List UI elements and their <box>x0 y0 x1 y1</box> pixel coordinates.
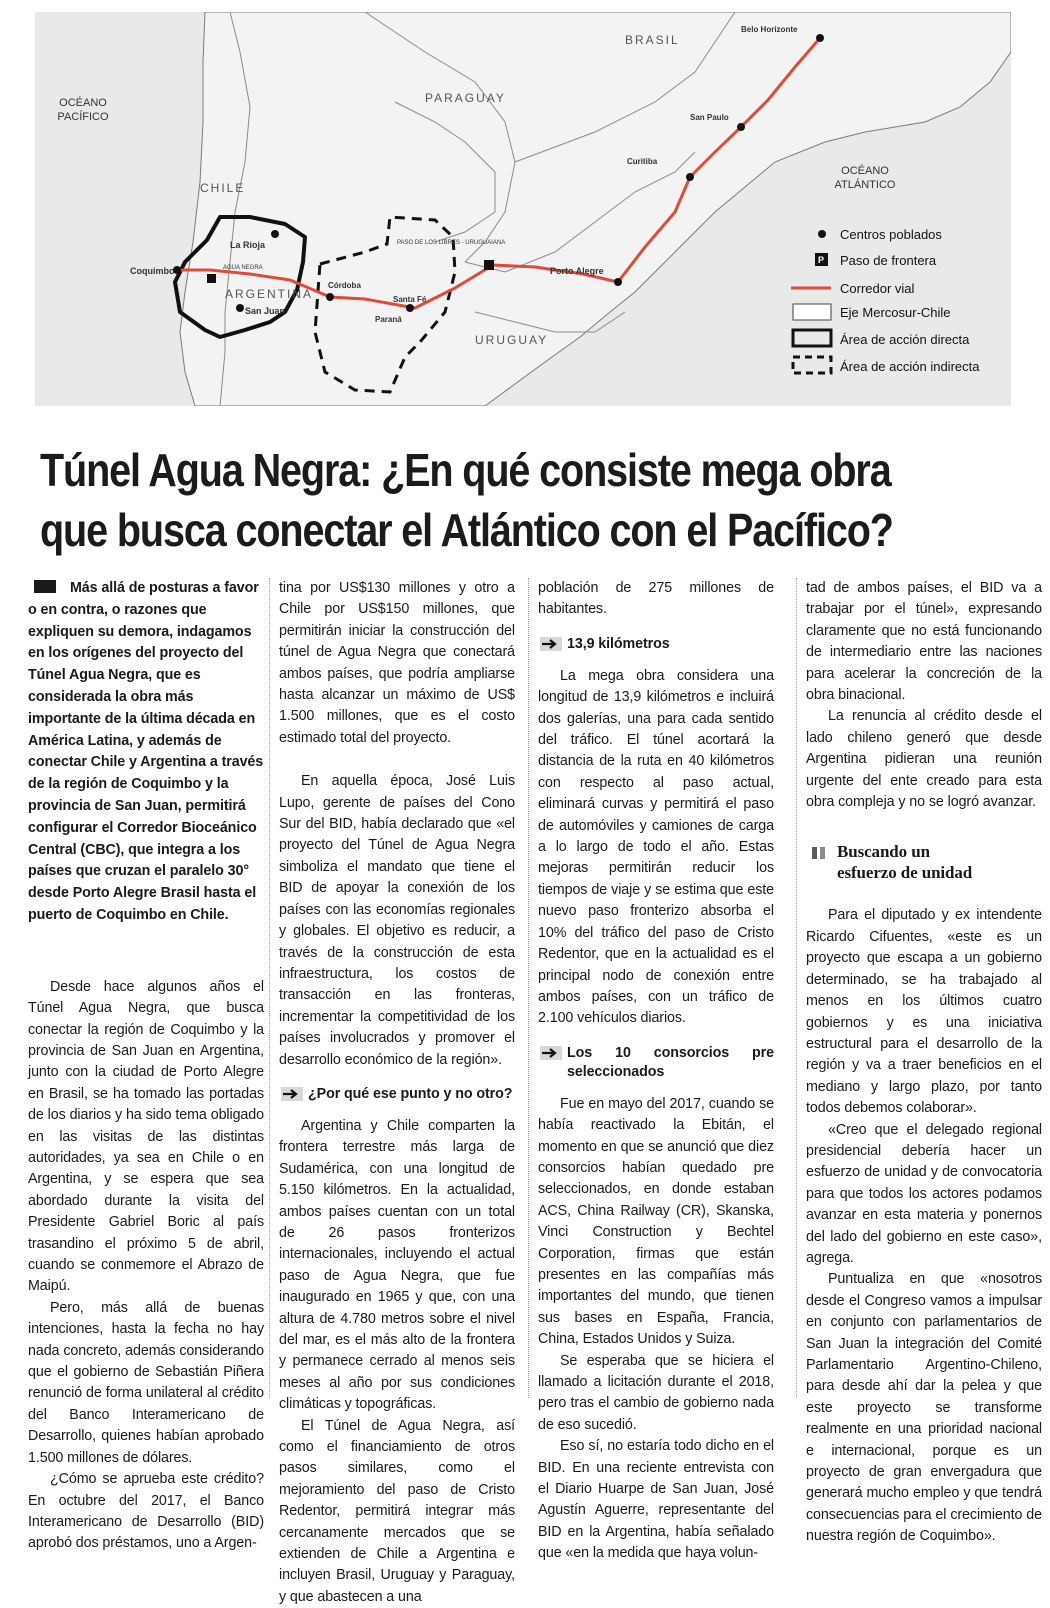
label-parana: Paraná <box>375 315 402 324</box>
column-2 <box>279 578 515 1608</box>
city-dot-san-juan <box>236 304 244 312</box>
city-dot-curitiba <box>686 173 694 181</box>
arrow-right-icon <box>540 1046 562 1060</box>
legend-dot-icon <box>818 230 826 238</box>
border-crossing-agua-negra <box>207 274 216 283</box>
lead-paragraph: Más allá de posturas a favor o en contra, o razones que expliquen su demora, indagamos en los orígenes del proyecto del Túnel Agua Negra, que es considerada la obra más importante de la última década en América Latina, y además de conectar Chile y Argentina a través de la región de Coquimbo y la provincia de San Juan, permitirá configurar el Corredor Bioceánico Central (CBC), que integra a los países que cruzan el paralelo 30° desde Porto Alegre Brasil hasta el puerto de Coquimbo en Chile. <box>28 580 264 923</box>
headline-line-1: Túnel Agua Negra: ¿En qué consiste mega obra <box>40 444 891 496</box>
corridor-map <box>35 12 1011 406</box>
section-bars-icon <box>812 847 825 859</box>
label-santa-fe: Santa Fé <box>393 295 427 304</box>
legend-eje: Eje Mercosur-Chile <box>840 305 951 320</box>
legend-corredor: Corredor vial <box>840 281 915 296</box>
headline-line-2: que busca conectar el Atlántico con el Pacífico? <box>40 504 893 556</box>
city-dot-porto-alegre <box>614 278 622 286</box>
label-san-paulo: San Paulo <box>690 113 729 122</box>
body-paragraph: Fue en mayo del 2017, cuando se había reactivado la Ebitán, el momento en que se anunció que diez consorcios habían quedado pre seleccionados, en donde estaban ACS, China Railway (CR), Skanska, Vinci Construction y Bechtel Corporation, firmas que están presentes en las compañías más importantes del mundo, que tienen sus bases en España, Francia, China, Estados Unidos y Suiza. <box>538 1095 774 1348</box>
border-crossing-paso-libres <box>484 260 494 270</box>
boxed-section-heading <box>806 841 1042 883</box>
legend-centros: Centros poblados <box>840 227 942 242</box>
body-paragraph: Se esperaba que se hiciera el llamado a licitación durante el 2018, pero tras el cambio de gobierno nada de eso sucedió. <box>538 1352 774 1433</box>
body-paragraph: El Túnel de Agua Negra, así como el financiamiento de otros pasos similares, como el mejoramiento del paso de Cristo Redentor, permitirá integrar más cercanamente mercados que se extienden de Chile a Argentina e incluyen Brasil, Uruguay y Paraguay, y que abastecen a una <box>279 1417 515 1605</box>
subheading-por-que: ¿Por qué ese punto y no otro? <box>279 1085 515 1104</box>
body-paragraph: Para el diputado y ex intendente Ricardo Cifuentes, «este es un proyecto que escapa a un gobierno determinado, se ha trabajado al menos en los últimos cuatro gobiernos y es una iniciativa estructural para el desarrollo de la región y va a traer beneficios en el mediano y largo plazo, por tanto todos debemos colaborar». <box>806 907 1042 1117</box>
city-dot-san-paulo <box>737 123 745 131</box>
column-1 <box>28 578 264 1555</box>
body-paragraph: La renuncia al crédito desde el lado chileno generó que desde Argentina pidieran una reunión urgente del ente creado para esta obra compleja y no se logró avanzar. <box>806 708 1042 811</box>
subheading-consorcios: Los 10 consorcios pre seleccionados <box>538 1044 774 1082</box>
label-argentina: ARGENTINA <box>225 287 314 301</box>
body-paragraph: Puntualiza en que «nosotros desde el Congreso vamos a impulsar en conjunto con parlamentarios de San Juan la integración del Comité Parlamentario Argentino-Chileno, para desde ahí dar la pelea y que este proyecto se transforme realmente en una prioridad nacional e internacional, porque es un proyecto de gran envergadura que generará mucho empleo y que tendrá consecuencias para el crecimiento de nuestra región de Coquimbo». <box>806 1271 1042 1545</box>
legend-indirecta: Área de acción indirecta <box>840 359 980 374</box>
body-paragraph: Pero, más allá de buenas intenciones, hasta la fecha no hay nada concreto, además considerando que el gobierno de Sebastián Piñera renunció de forma unilateral al crédito del Banco Interamericano de Desarrollo, quienes habían aprobado 1.500 millones de dólares. <box>28 1299 264 1466</box>
column-rule <box>796 578 797 1398</box>
body-paragraph: tina por US$130 millones y otro a Chile por US$150 millones, que permitirán iniciar la construcción del túnel de Agua Negra que conectará ambos países, que podría ampliarse hasta alcanzar un máximo de US$ 1.500 millones, que es el costo estimado total del proyecto. <box>279 580 515 746</box>
body-paragraph: La mega obra considera una longitud de 13,9 kilómetros e incluirá dos galerías, una para cada sentido del tráfico. El túnel acortará la distancia de la ruta en 40 kilómetros con respecto al paso actual, eliminará curvas y permitirá el paso de automóviles y camiones de carga a lo largo de todo el año. Estas mejoras permitirán reducir los tiempos de viaje y se estima que este nuevo paso fronterizo absorba el 10% del tráfico del paso de Cristo Redentor, que en la actualidad es el principal nodo de conexión entre ambos países, con un tráfico de 2.100 vehículos diarios. <box>538 667 774 1027</box>
legend-directa: Área de acción directa <box>840 332 970 347</box>
label-chile: CHILE <box>200 181 246 195</box>
body-paragraph: «Creo que el delegado regional presidencial debería hacer un esfuerzo de unidad y de convocatoria para que todos los actores podamos avanzar en esta materia y ponernos del lado del gobierno en este caso», agrega. <box>806 1121 1042 1266</box>
column-3 <box>538 578 774 1565</box>
legend-paso-icon-letter: P <box>818 255 825 265</box>
label-coquimbo: Coquimbo <box>130 266 175 276</box>
body-paragraph: tad de ambos países, el BID va a trabajar por el túnel», expresando claramente que no está funcionando de intermediario entre las naciones para acelerar la concreción de la obra binacional. <box>806 580 1042 704</box>
arrow-right-icon <box>540 637 562 651</box>
city-dot-la-rioja <box>271 230 279 238</box>
lead-square-icon <box>34 580 56 593</box>
city-dot-belo-horizonte <box>816 34 824 42</box>
label-paso-libres: PASO DE LOS LIBRES - URUGUAIANA <box>397 240 506 246</box>
body-paragraph: Desde hace algunos años el Túnel Agua Negra, que busca conectar la región de Coquimbo y la provincia de San Juan en Argentina, junto con la ciudad de Porto Alegre en Brasil, se ha tomado las portadas de los diarios y ha sido tema obligado en las visitas de las distintas autoridades, ya sea en Chile o en Argentina, y se espera que sea abordado durante la visita del Presidente Gabriel Boric al país trasandino el próximo 5 de abril, cuando se conmemore el Abrazo de Maipú. <box>28 978 264 1295</box>
body-paragraph: En aquella época, José Luis Lupo, gerente de países del Cono Sur del BID, había declarado que «el proyecto del Túnel de Agua Negra simboliza el mandato que tiene el BID de apoyar la conexión de los países con las economías regionales y globales. El objetivo es reducir, a través de la construcción de esta infraestructura, los costos de transacción en las fronteras, incrementar la competitividad de los países involucrados y promover el desarrollo económico de la región». <box>279 773 515 1068</box>
label-porto-alegre: Porto Alegre <box>550 266 604 276</box>
column-rule <box>528 578 529 1398</box>
label-uruguay: URUGUAY <box>475 333 549 347</box>
arrow-right-icon <box>281 1087 303 1101</box>
section-title: Buscando un esfuerzo de unidad <box>837 842 973 883</box>
label-brasil: BRASIL <box>625 33 680 47</box>
body-paragraph: ¿Cómo se aprueba este crédito? En octubre del 2017, el Banco Interamericano de Desarrollo (BID) aprobó dos préstamos, uno a Argen- <box>28 1471 264 1552</box>
label-curitiba: Curitiba <box>627 157 658 166</box>
column-rule <box>269 578 270 1398</box>
body-paragraph: población de 275 millones de habitantes. <box>538 580 774 618</box>
label-belo-horizonte: Belo Horizonte <box>741 25 798 34</box>
legend-eje-icon <box>793 304 831 320</box>
label-paraguay: PARAGUAY <box>425 91 506 105</box>
label-cordoba: Córdoba <box>328 281 361 290</box>
label-la-rioja: La Rioja <box>230 240 266 250</box>
label-oceano-atlantico: OCÉANO ATLÁNTICO <box>834 165 896 191</box>
body-paragraph: Eso sí, no estaría todo dicho en el BID. En una reciente entrevista con el Diario Huarpe de San Juan, José Agustín Aguerre, representante del BID en la Argentina, había señalado que «en la medida que haya volun- <box>538 1438 774 1562</box>
label-san-juan: San Juan <box>245 306 286 316</box>
headline <box>40 440 893 560</box>
subheading-13-9: 13,9 kilómetros <box>538 635 774 654</box>
body-paragraph: Argentina y Chile comparten la frontera terrestre más larga de Sudamérica, con una longitud de 5.150 kilómetros. En la actualidad, ambos países cuentan con un total de 26 pasos fronterizos internacionales, incluyendo el actual paso de Agua Negra, que fue inaugurado en 1965 y que, con una altura de 4.780 metros sobre el nivel del mar, es el más alto de la frontera y permanece cerrado al menos seis meses al año por sus condiciones climáticas y topográficas. <box>279 1117 515 1413</box>
label-oceano-pacifico: OCÉANO PACÍFICO <box>57 97 109 123</box>
city-dot-cordoba <box>326 293 334 301</box>
city-dot-santa-fe <box>406 304 414 312</box>
label-agua-negra: AGUA NEGRA <box>223 265 263 271</box>
legend-paso: Paso de frontera <box>840 253 937 268</box>
column-4 <box>806 578 1042 1548</box>
